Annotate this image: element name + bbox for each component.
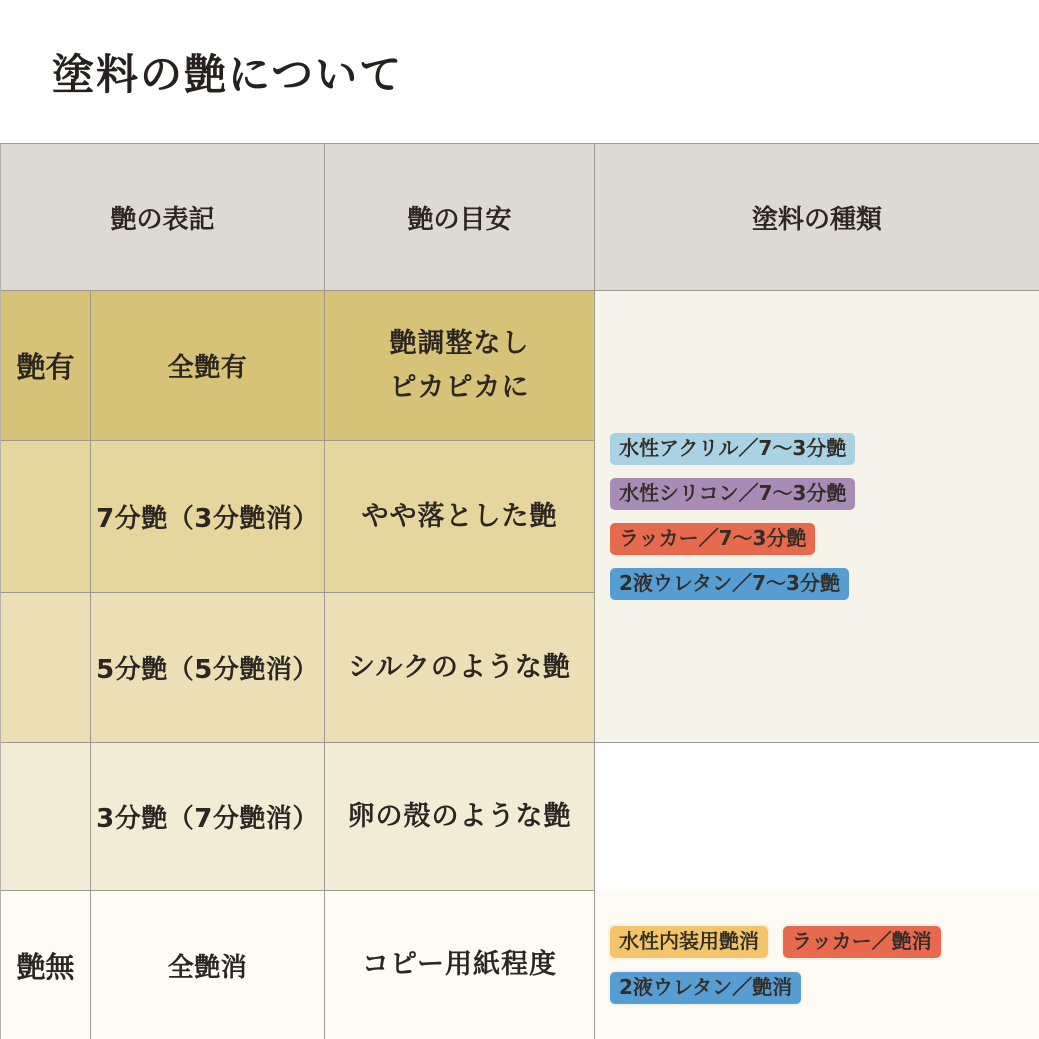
paint-type-badge: ラッカー／艶消: [781, 924, 943, 960]
paint-type-badge: ラッカー／7～3分艶: [608, 521, 817, 557]
matte-notation-cell: 全艶消: [91, 891, 325, 1039]
empty-mark-cell: [1, 441, 91, 593]
paint-type-badge: 2液ウレタン／7～3分艶: [608, 566, 851, 602]
empty-mark-cell: [1, 743, 91, 891]
matte-paint-types-cell: [595, 891, 1039, 1039]
guide-line: コピー用紙程度: [362, 949, 557, 981]
guide-line: 艶調整なし: [389, 327, 530, 359]
paint-type-badge: 2液ウレタン／艶消: [608, 970, 803, 1006]
guide-line: シルクのような艶: [348, 651, 571, 683]
gloss-table: [0, 143, 1039, 1039]
header-cell-notation: 艶の表記: [1, 144, 325, 291]
three-gloss-notation-cell: 3分艶（7分艶消）: [91, 743, 325, 891]
paint-type-badge: 水性シリコン／7～3分艶: [608, 476, 857, 512]
guide-line: 卵の殻のような艶: [347, 800, 572, 832]
paint-type-badge: 水性内装用艶消: [608, 924, 770, 960]
mid-gloss-paint-types-cell: [595, 291, 1039, 743]
guide-line: やや落とした艶: [361, 500, 558, 532]
paint-type-badge: 水性アクリル／7～3分艶: [608, 431, 857, 467]
header-cell-guide: 艶の目安: [325, 144, 595, 291]
matte-guide-cell: [325, 891, 595, 1039]
gloss-guide-cell: [325, 291, 595, 441]
guide-line: ピカピカに: [389, 371, 530, 403]
header-cell-paint-types: 塗料の種類: [595, 144, 1039, 291]
gloss-mark-cell: 艶有: [1, 291, 91, 441]
page-title: 塗料の艶について: [52, 50, 404, 99]
gloss-notation-cell: 全艶有: [91, 291, 325, 441]
five-gloss-guide-cell: [325, 593, 595, 743]
seven-gloss-notation-cell: 7分艶（3分艶消）: [91, 441, 325, 593]
matte-mark-cell: 艶無: [1, 891, 91, 1039]
five-gloss-notation-cell: 5分艶（5分艶消）: [91, 593, 325, 743]
three-gloss-guide-cell: [325, 743, 595, 891]
seven-gloss-guide-cell: [325, 441, 595, 593]
empty-mark-cell: [1, 593, 91, 743]
